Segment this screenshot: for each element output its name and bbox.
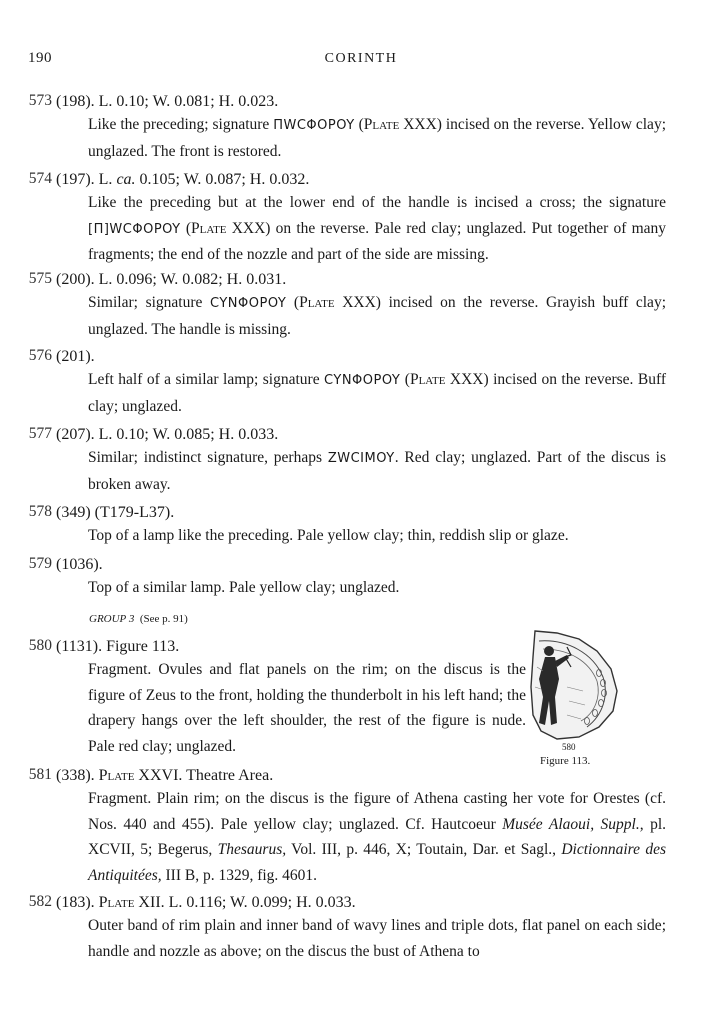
- entry-number: 574: [28, 170, 52, 187]
- group-heading: GROUP 3 (See p. 91): [89, 613, 188, 625]
- entry-number: 576: [28, 347, 52, 364]
- entry-heading: (1036).: [56, 556, 103, 573]
- entry-description: Similar; signature CYNΦOPOY (Plate XXX) incised on the reverse. Grayish buff clay; unglazed. The handle is missing.: [88, 294, 666, 338]
- catalogue-entry: [28, 347, 666, 419]
- entry-description: Similar; indistinct signature, perhaps ZWCIMOY. Red clay; unglazed. Part of the discus is broken away.: [88, 449, 666, 493]
- entry-number: 575: [28, 270, 52, 287]
- entry-number: 580: [28, 637, 52, 654]
- entry-description: Left half of a similar lamp; signature CYNΦOPOY (Plate XXX) incised on the reverse. Buff clay; unglazed.: [88, 371, 666, 415]
- figure-caption: Figure 113.: [540, 755, 591, 767]
- figure-number: 580: [562, 742, 576, 752]
- catalogue-entry: [28, 503, 666, 549]
- entry-description: Top of a lamp like the preceding. Pale yellow clay; thin, reddish slip or glaze.: [88, 527, 569, 544]
- plate-ref: (Plate XXX): [185, 219, 271, 237]
- catalogue-entry: [28, 425, 666, 497]
- entry-description: Fragment. Ovules and flat panels on the rim; on the discus is the figure of Zeus to the front, holding the thunderbolt in his left hand; the drapery hangs over the left shoulder, the rest of the figure is nude. Pale red clay; unglazed.: [88, 661, 526, 755]
- entry-number: 579: [28, 555, 52, 572]
- entry-number: 578: [28, 503, 52, 520]
- plate-ref: (Plate XXX): [358, 116, 442, 133]
- signature: ZWCIMOY: [327, 451, 395, 466]
- entry-heading: (197). L. ca. 0.105; W. 0.087; H. 0.032.: [56, 171, 310, 188]
- signature: ΠWCΦOPOY: [273, 118, 355, 133]
- page-number: 190: [28, 50, 52, 66]
- catalogue-entry: [28, 637, 526, 759]
- catalogue-entry: [28, 555, 666, 601]
- lamp-fragment-figure: [527, 627, 619, 741]
- running-title: CORINTH: [324, 51, 398, 66]
- catalogue-entry: [28, 893, 666, 964]
- entry-heading: (200). L. 0.096; W. 0.082; H. 0.031.: [56, 271, 287, 288]
- entry-heading: (1131). Figure 113.: [56, 638, 180, 655]
- signature: CYNΦOPOY: [210, 296, 287, 311]
- entry-heading: (207). L. 0.10; W. 0.085; H. 0.033.: [56, 426, 279, 443]
- entry-number: 581: [28, 766, 52, 783]
- entry-heading: (349) (T179-L37).: [56, 504, 175, 521]
- catalogue-entry: [28, 766, 666, 888]
- entry-description: Fragment. Plain rim; on the discus is the figure of Athena casting her vote for Orestes (cf. Nos. 440 and 455). Pale yellow clay; unglazed. Cf. Hautcoeur Musée Alaoui, Suppl., pl. XCVII, 5; Begerus, Thesaurus, Vol. III, p. 446, X; Toutain, Dar. et Sagl., Dictionnaire des Antiquitées, III B, p. 1329, fig. 4601.: [88, 790, 666, 884]
- entry-description: Top of a similar lamp. Pale yellow clay; unglazed.: [88, 579, 400, 596]
- entry-heading: (201).: [56, 348, 95, 365]
- entry-number: 582: [28, 893, 52, 910]
- catalogue-entry: [28, 170, 666, 268]
- entry-heading: (183). Plate XII. L. 0.116; W. 0.099; H. 0.033.: [56, 894, 356, 911]
- plate-ref: (Plate XXX): [404, 371, 489, 388]
- signature: [Π]WCΦOPOY: [88, 221, 181, 237]
- entry-description: Outer band of rim plain and inner band of wavy lines and triple dots, flat panel on each side; handle and nozzle as above; on the discus the bust of Athena to: [88, 917, 666, 960]
- entry-description: Like the preceding but at the lower end of the handle is incised a cross; the signature [Π]WCΦOPOY (Plate XXX) on the reverse. Pale red clay; unglazed. Put together of many fragments; the end of the nozzle and part of the side are missing.: [88, 194, 666, 263]
- entry-heading: (338). Plate XXVI. Theatre Area.: [56, 767, 274, 784]
- signature: CYNΦOPOY: [324, 373, 401, 388]
- entry-description: Like the preceding; signature ΠWCΦOPOY (Plate XXX) incised on the reverse. Yellow clay; unglazed. The front is restored.: [88, 116, 666, 160]
- entry-heading: (198). L. 0.10; W. 0.081; H. 0.023.: [56, 93, 279, 110]
- entry-number: 573: [28, 92, 52, 109]
- entry-number: 577: [28, 425, 52, 442]
- plate-ref: Plate XXVI.: [98, 767, 183, 784]
- catalogue-entry: [28, 92, 666, 164]
- plate-ref: Plate XII.: [98, 894, 165, 911]
- plate-ref: (Plate XXX): [293, 294, 381, 311]
- catalogue-entry: [28, 270, 666, 342]
